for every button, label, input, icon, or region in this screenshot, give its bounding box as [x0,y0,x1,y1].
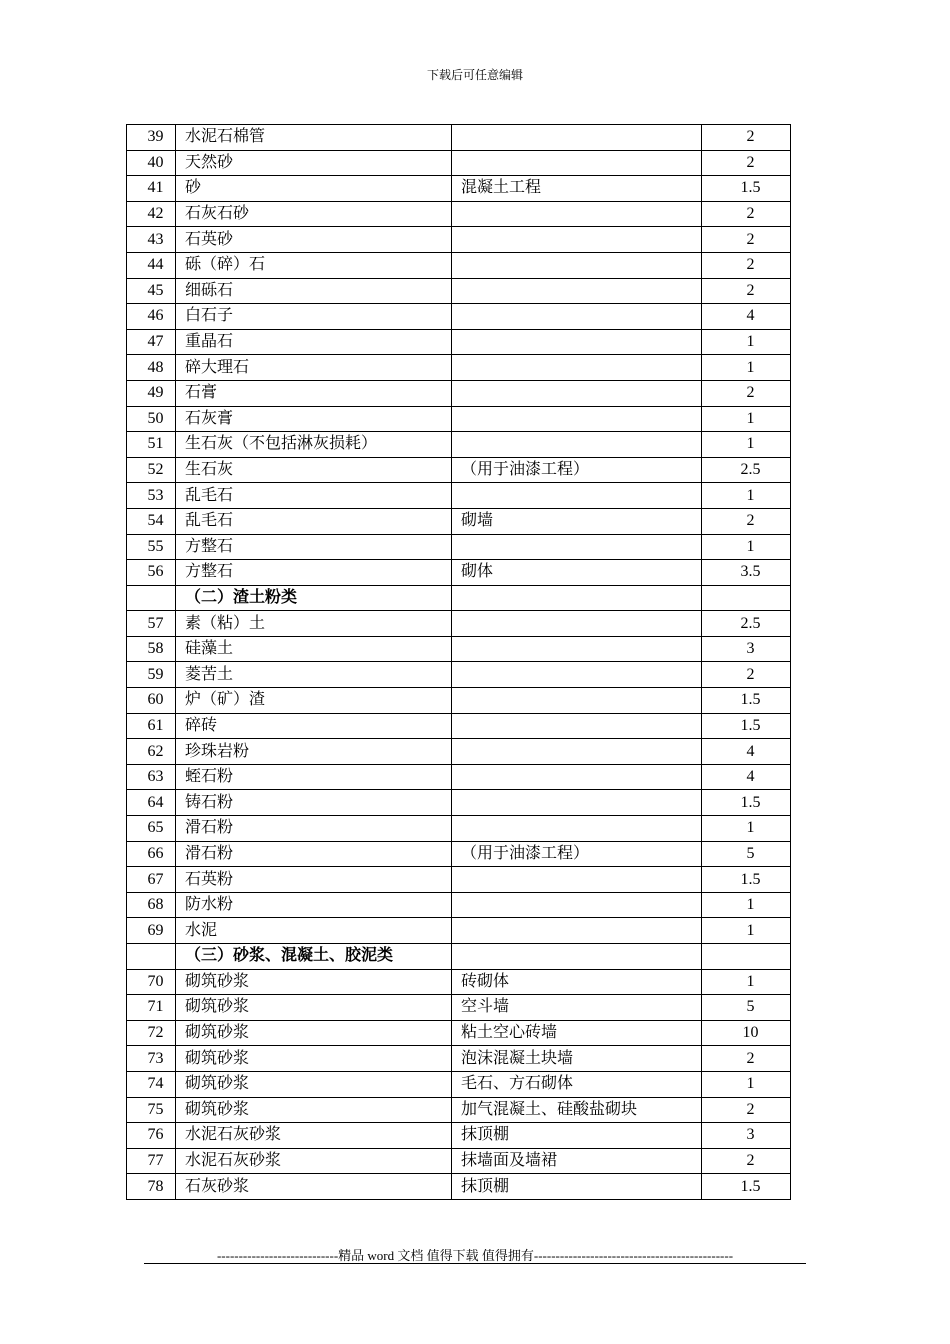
material-name-cell: 炉（矿）渣 [176,688,452,714]
row-number-cell: 47 [127,329,176,355]
table-row [127,1174,791,1200]
row-number-cell: 56 [127,560,176,586]
material-name-cell: 菱苦土 [176,662,452,688]
usage-cell: 毛石、方石砌体 [452,1071,702,1097]
row-number-cell: 67 [127,867,176,893]
loss-rate-cell: 2 [702,252,791,278]
table-row [127,816,791,842]
material-name-cell: 砂 [176,176,452,202]
row-number-cell: 74 [127,1071,176,1097]
row-number-cell: 55 [127,534,176,560]
table-row [127,560,791,586]
material-name-cell: 生石灰 [176,457,452,483]
usage-cell: 砌墙 [452,508,702,534]
material-name-cell: 砌筑砂浆 [176,1071,452,1097]
usage-cell: 抹墙面及墙裙 [452,1148,702,1174]
material-name-cell: 砌筑砂浆 [176,995,452,1021]
usage-cell [452,611,702,637]
loss-rate-cell: 10 [702,1020,791,1046]
loss-rate-cell: 1 [702,355,791,381]
table-row [127,739,791,765]
table-row [127,304,791,330]
row-number-cell: 52 [127,457,176,483]
loss-rate-cell: 2 [702,125,791,151]
usage-cell [452,380,702,406]
usage-cell [452,944,702,970]
table-row [127,406,791,432]
row-number-cell: 68 [127,892,176,918]
loss-rate-cell: 1 [702,329,791,355]
row-number-cell: 75 [127,1097,176,1123]
table-row [127,662,791,688]
table-row [127,176,791,202]
loss-rate-cell: 3.5 [702,560,791,586]
usage-cell: 砌体 [452,560,702,586]
usage-cell: 空斗墙 [452,995,702,1021]
usage-cell: （用于油漆工程） [452,841,702,867]
table-row [127,150,791,176]
row-number-cell: 62 [127,739,176,765]
loss-rate-cell: 1.5 [702,1174,791,1200]
usage-cell [452,201,702,227]
usage-cell [452,688,702,714]
usage-cell [452,790,702,816]
table-row [127,432,791,458]
usage-cell [452,329,702,355]
usage-cell: 加气混凝土、硅酸盐砌块 [452,1097,702,1123]
usage-cell: 砖砌体 [452,969,702,995]
row-number-cell: 59 [127,662,176,688]
material-name-cell: 砌筑砂浆 [176,969,452,995]
material-name-cell: 天然砂 [176,150,452,176]
row-number-cell: 43 [127,227,176,253]
table-row [127,227,791,253]
usage-cell [452,892,702,918]
row-number-cell: 63 [127,764,176,790]
loss-rate-cell: 4 [702,764,791,790]
row-number-cell: 70 [127,969,176,995]
loss-rate-cell: 3 [702,636,791,662]
row-number-cell: 42 [127,201,176,227]
loss-rate-cell [702,944,791,970]
material-name-cell: 乱毛石 [176,508,452,534]
material-name-cell: 砌筑砂浆 [176,1020,452,1046]
material-name-cell: 方整石 [176,534,452,560]
usage-cell [452,304,702,330]
usage-cell [452,278,702,304]
row-number-cell: 50 [127,406,176,432]
material-name-cell: 碎大理石 [176,355,452,381]
material-name-cell: 方整石 [176,560,452,586]
table-row [127,636,791,662]
row-number-cell: 54 [127,508,176,534]
usage-cell [452,483,702,509]
material-name-cell: 水泥 [176,918,452,944]
table-row [127,483,791,509]
row-number-cell: 73 [127,1046,176,1072]
table-body [127,125,791,1200]
material-name-cell: 石膏 [176,380,452,406]
loss-rate-cell: 2 [702,508,791,534]
row-number-cell: 41 [127,176,176,202]
material-name-cell: （三）砂浆、混凝土、胶泥类 [176,944,452,970]
usage-cell: 抹顶棚 [452,1123,702,1149]
loss-rate-cell: 1.5 [702,713,791,739]
table-row [127,252,791,278]
loss-rate-cell: 2 [702,1148,791,1174]
row-number-cell: 77 [127,1148,176,1174]
table-row [127,918,791,944]
material-name-cell: 石英粉 [176,867,452,893]
row-number-cell: 71 [127,995,176,1021]
loss-rate-cell: 4 [702,739,791,765]
material-name-cell: 石灰膏 [176,406,452,432]
table-row [127,278,791,304]
material-name-cell: 素（粘）土 [176,611,452,637]
material-name-cell: 碎砖 [176,713,452,739]
loss-rate-cell: 1.5 [702,790,791,816]
row-number-cell: 46 [127,304,176,330]
loss-rate-cell: 2 [702,1097,791,1123]
table-row [127,764,791,790]
row-number-cell: 61 [127,713,176,739]
material-name-cell: 石灰石砂 [176,201,452,227]
table-row [127,841,791,867]
loss-rate-cell: 1.5 [702,688,791,714]
material-name-cell: 防水粉 [176,892,452,918]
row-number-cell: 64 [127,790,176,816]
table-row [127,1097,791,1123]
row-number-cell: 45 [127,278,176,304]
row-number-cell: 60 [127,688,176,714]
material-name-cell: 乱毛石 [176,483,452,509]
loss-rate-cell: 1.5 [702,176,791,202]
table-row [127,1046,791,1072]
table-row [127,688,791,714]
usage-cell [452,713,702,739]
usage-cell [452,355,702,381]
page-header-note: 下载后可任意编辑 [426,68,523,82]
row-number-cell: 40 [127,150,176,176]
usage-cell [452,739,702,765]
material-name-cell: 蛭石粉 [176,764,452,790]
table-row [127,867,791,893]
material-name-cell: 砾（碎）石 [176,252,452,278]
material-name-cell: 重晶石 [176,329,452,355]
usage-cell [452,150,702,176]
material-name-cell: 石灰砂浆 [176,1174,452,1200]
usage-cell [452,918,702,944]
material-name-cell: 滑石粉 [176,816,452,842]
usage-cell: （用于油漆工程） [452,457,702,483]
loss-rate-cell: 1 [702,534,791,560]
table-row [127,534,791,560]
loss-rate-cell: 2.5 [702,611,791,637]
table-row [127,329,791,355]
table-row [127,1148,791,1174]
table-row [127,355,791,381]
usage-cell: 泡沫混凝土块墙 [452,1046,702,1072]
row-number-cell: 76 [127,1123,176,1149]
usage-cell [452,867,702,893]
usage-cell: 混凝土工程 [452,176,702,202]
row-number-cell: 44 [127,252,176,278]
material-name-cell: 砌筑砂浆 [176,1046,452,1072]
usage-cell: 粘土空心砖墙 [452,1020,702,1046]
loss-rate-cell: 1 [702,432,791,458]
loss-rate-cell: 2 [702,227,791,253]
table-row [127,892,791,918]
table-row [127,125,791,151]
table-row [127,1123,791,1149]
row-number-cell: 69 [127,918,176,944]
table-row [127,611,791,637]
row-number-cell: 39 [127,125,176,151]
material-name-cell: （二）渣土粉类 [176,585,452,611]
row-number-cell: 66 [127,841,176,867]
table-row [127,457,791,483]
table-row [127,380,791,406]
table-row [127,713,791,739]
usage-cell [452,764,702,790]
loss-rate-cell: 1.5 [702,867,791,893]
row-number-cell: 65 [127,816,176,842]
loss-rate-cell: 2 [702,1046,791,1072]
loss-rate-cell [702,585,791,611]
row-number-cell: 78 [127,1174,176,1200]
table-row [127,1071,791,1097]
usage-cell [452,636,702,662]
page-footer-note: ----------------------------精品 word 文档 值得下载 值得拥有---------------------------------------------- [216,1248,734,1263]
loss-rate-cell: 1 [702,1071,791,1097]
usage-cell [452,534,702,560]
row-number-cell: 58 [127,636,176,662]
usage-cell [452,252,702,278]
table-row [127,995,791,1021]
loss-rate-cell: 2.5 [702,457,791,483]
loss-rate-cell: 2 [702,278,791,304]
material-name-cell: 铸石粉 [176,790,452,816]
loss-rate-cell: 1 [702,918,791,944]
loss-rate-cell: 2 [702,201,791,227]
usage-cell: 抹顶棚 [452,1174,702,1200]
usage-cell [452,227,702,253]
row-number-cell: 72 [127,1020,176,1046]
table-row [127,201,791,227]
row-number-cell: 48 [127,355,176,381]
row-number-cell [127,585,176,611]
table-row [127,508,791,534]
loss-rate-cell: 2 [702,662,791,688]
loss-rate-cell: 5 [702,995,791,1021]
loss-rate-cell: 3 [702,1123,791,1149]
usage-cell [452,585,702,611]
material-name-cell: 滑石粉 [176,841,452,867]
row-number-cell: 51 [127,432,176,458]
material-name-cell: 砌筑砂浆 [176,1097,452,1123]
row-number-cell: 53 [127,483,176,509]
material-name-cell: 硅藻土 [176,636,452,662]
usage-cell [452,816,702,842]
loss-rate-cell: 2 [702,380,791,406]
table-row [127,790,791,816]
material-loss-table [126,124,791,1200]
footer-divider [144,1263,806,1264]
material-name-cell: 水泥石灰砂浆 [176,1148,452,1174]
loss-rate-cell: 4 [702,304,791,330]
material-name-cell: 石英砂 [176,227,452,253]
row-number-cell: 57 [127,611,176,637]
section-header-row [127,585,791,611]
material-name-cell: 珍珠岩粉 [176,739,452,765]
loss-rate-cell: 1 [702,406,791,432]
loss-rate-cell: 1 [702,816,791,842]
row-number-cell [127,944,176,970]
material-name-cell: 生石灰（不包括淋灰损耗） [176,432,452,458]
table-row [127,1020,791,1046]
material-name-cell: 细砾石 [176,278,452,304]
usage-cell [452,125,702,151]
material-name-cell: 水泥石棉管 [176,125,452,151]
usage-cell [452,406,702,432]
table-row [127,969,791,995]
usage-cell [452,662,702,688]
usage-cell [452,432,702,458]
material-name-cell: 水泥石灰砂浆 [176,1123,452,1149]
row-number-cell: 49 [127,380,176,406]
loss-rate-cell: 1 [702,892,791,918]
material-name-cell: 白石子 [176,304,452,330]
loss-rate-cell: 1 [702,969,791,995]
loss-rate-cell: 2 [702,150,791,176]
loss-rate-cell: 1 [702,483,791,509]
loss-rate-cell: 5 [702,841,791,867]
section-header-row [127,944,791,970]
